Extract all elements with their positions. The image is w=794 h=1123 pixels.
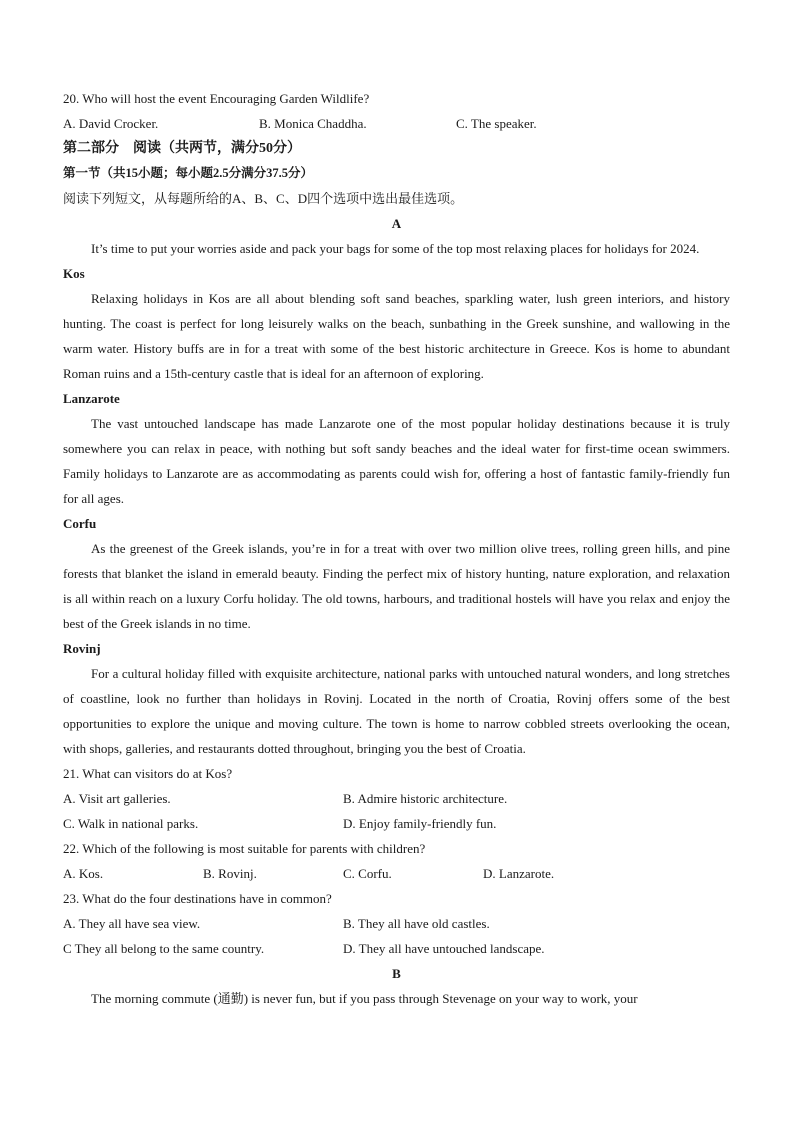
question-23: 23. What do the four destinations have in common? bbox=[63, 891, 332, 906]
q20-option-b[interactable]: B. Monica Chaddha. bbox=[259, 116, 367, 131]
q22-option-a[interactable]: A. Kos. bbox=[63, 866, 104, 881]
section1-title: 第一节（共15小题；每小题2.5分满分37.5分） bbox=[63, 166, 314, 180]
passage-a-letter: A bbox=[391, 216, 402, 231]
part2-title: 第二部分 阅读（共两节，满分50分） bbox=[63, 141, 301, 156]
question-22-options bbox=[63, 861, 730, 886]
q23-option-c[interactable]: C They all belong to the same country. bbox=[63, 941, 265, 956]
passage-b-letter: B bbox=[392, 966, 401, 981]
question-21-options-row1 bbox=[63, 786, 730, 811]
question-20-options bbox=[63, 111, 730, 136]
passage-a-intro: It’s time to put your worries aside and pack your bags for some of the top most relaxing places for holidays for 2024. bbox=[91, 241, 700, 256]
question-20: 20. Who will host the event Encouraging Garden Wildlife? bbox=[63, 91, 370, 106]
question-21: 21. What can visitors do at Kos? bbox=[63, 766, 233, 781]
question-23-options-row1 bbox=[63, 911, 730, 936]
section-text-kos: Relaxing holidays in Kos are all about blending soft sand beaches, sparkling water, lush green interiors, and history hunting. The coast is perfect for long leisurely walks on the beach, sunbathing in the Greek sunshine, and wallowing in the warm water. History buffs are in for a treat with some of the best historic architecture in Greece. Kos is home to abundant Roman ruins and a 15th-century castle that is ideal for an afternoon of exploring. bbox=[63, 291, 730, 381]
section-text-lanzarote: The vast untouched landscape has made Lanzarote one of the most popular holiday destinations because it is truly somewhere you can relax in peace, with nothing but soft sandy beaches and the ideal water for first-time ocean swimmers. Family holidays to Lanzarote are as accommodating as parents could wish for, offering a host of fantastic family-friendly fun for all ages. bbox=[63, 416, 730, 506]
section-text-corfu: As the greenest of the Greek islands, you’re in for a treat with over two million olive trees, rolling green hills, and pine forests that blanket the island in emerald beauty. Finding the perfect mix of history hunting, nature exploration, and relaxation is all within reach on a luxury Corfu holiday. The old towns, harbours, and traditional hostels will have you relax and enjoy the best of the Greek islands in no time. bbox=[63, 541, 730, 631]
q21-option-a[interactable]: A. Visit art galleries. bbox=[63, 791, 171, 806]
passage-b-text: The morning commute (通勤) is never fun, but if you pass through Stevenage on your way to work, your bbox=[91, 991, 638, 1006]
question-22: 22. Which of the following is most suitable for parents with children? bbox=[63, 841, 426, 856]
q23-option-d[interactable]: D. They all have untouched landscape. bbox=[343, 941, 545, 956]
section-title-lanzarote: Lanzarote bbox=[63, 391, 120, 406]
question-21-options-row2 bbox=[63, 811, 730, 836]
q22-option-b[interactable]: B. Rovinj. bbox=[203, 866, 257, 881]
section-title-kos: Kos bbox=[63, 266, 85, 281]
q23-option-b[interactable]: B. They all have old castles. bbox=[343, 916, 490, 931]
section-title-corfu: Corfu bbox=[63, 516, 97, 531]
q23-option-a[interactable]: A. They all have sea view. bbox=[63, 916, 201, 931]
q20-option-c[interactable]: C. The speaker. bbox=[456, 116, 537, 131]
exam-page bbox=[63, 86, 730, 1011]
q21-option-c[interactable]: C. Walk in national parks. bbox=[63, 816, 199, 831]
q22-option-c[interactable]: C. Corfu. bbox=[343, 866, 392, 881]
section-title-rovinj: Rovinj bbox=[63, 641, 101, 656]
q21-option-b[interactable]: B. Admire historic architecture. bbox=[343, 791, 508, 806]
question-23-options-row2 bbox=[63, 936, 730, 961]
reading-instruction: 阅读下列短文，从每题所给的A、B、C、D四个选项中选出最佳选项。 bbox=[63, 191, 464, 206]
q21-option-d[interactable]: D. Enjoy family-friendly fun. bbox=[343, 816, 497, 831]
q20-option-a[interactable]: A. David Crocker. bbox=[63, 116, 159, 131]
q22-option-d[interactable]: D. Lanzarote. bbox=[483, 866, 555, 881]
section-text-rovinj: For a cultural holiday filled with exquisite architecture, national parks with untouched natural wonders, and long stretches of coastline, look no further than holidays in Rovinj. Located in the north of Croatia, Rovinj offers some of the best opportunities to explore the unique and moving culture. The town is home to narrow cobbled streets overlooking the ocean, with shops, galleries, and restaurants dotted throughout, bringing you the best of Croatia. bbox=[63, 666, 730, 756]
